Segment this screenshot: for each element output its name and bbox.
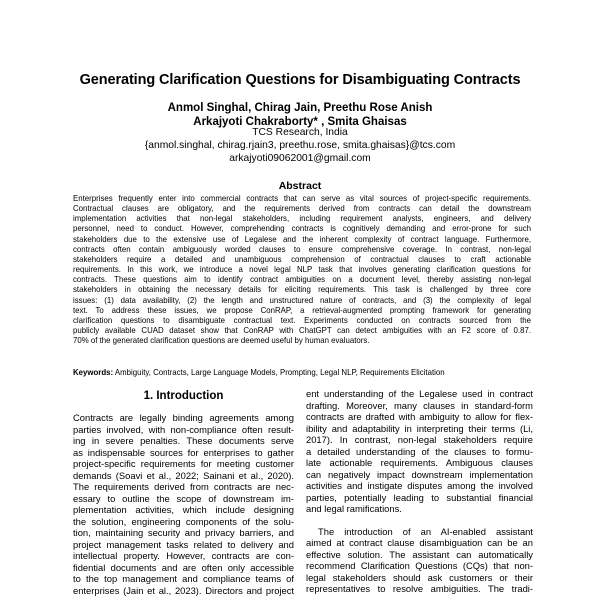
text-line: contracts are drafted with ambiguity to allow for flex- <box>306 411 533 422</box>
section-heading-introduction: 1. Introduction <box>143 390 224 402</box>
text-line: issues: (1) data availability, (2) the length and unstructured nature of contracts, and (3) the complexity of legal <box>73 295 531 305</box>
text-line: parties, potentially leading to substantial financial <box>306 491 533 503</box>
text-line: implementation activities that non-legal stakeholders, including requirement analysts, engineers, and delivery <box>73 214 531 224</box>
abstract-heading: Abstract <box>278 180 322 192</box>
text-line: parties involved, with non-compliance often result- <box>73 423 294 435</box>
abstract-body <box>73 194 531 346</box>
text-line: ibility and adaptability in interpreting their terms (Li, <box>306 422 533 434</box>
text-line: the solution, engineering components of the solu- <box>73 515 294 527</box>
text-line: to the top management and compliance teams of <box>73 573 294 584</box>
text-line: a detailed understanding of the clauses to formu- <box>306 445 533 457</box>
text-line: activities and instigate disputes among the involved <box>306 480 533 491</box>
intro-left-column <box>73 412 294 596</box>
text-line: stakeholders in obtaining the necessary details for eliciting requirements. This task is challenged by three core <box>73 285 531 295</box>
affiliation-block <box>40 126 560 166</box>
text-line: late actionable requirements. Ambiguous clauses <box>306 457 533 468</box>
text-line: The requirements derived from contracts are nec- <box>73 481 294 492</box>
text-line: as indispensable sources for enterprises to gather <box>73 446 294 458</box>
text-line: aimed at contract clause disambiguation can be an <box>306 537 533 548</box>
text-line: personnel, need to conduct. However, comprehending contracts is cognitively demanding and error-prone for such <box>73 224 531 234</box>
text-line: Contracts are legally binding agreements among <box>73 412 294 423</box>
text-line: project-specific requirements for meeting customer <box>73 458 294 469</box>
text-line: demands (Soavi et al., 2022; Sainani et al., 2020). <box>73 469 294 481</box>
text-line: tion, maintaining security and privacy barriers, and <box>73 527 294 538</box>
text-line: stakeholders due to the extensive use of Legalese and the inherent complexity of contract language. Furthermore, <box>73 234 531 244</box>
keywords-text: Ambiguity, Contracts, Large Language Models, Prompting, Legal NLP, Requirements Elicitation <box>113 368 445 377</box>
text-line: representatives to resolve ambiguities. The tradi- <box>306 583 533 594</box>
text-line: enterprises (Jain et al., 2023). Directors and project <box>73 584 294 596</box>
text-line: recommend Clarification Questions (CQs) that non- <box>306 560 533 571</box>
intro-right-column <box>306 388 533 595</box>
text-line: can negatively impact downstream implementation <box>306 468 533 480</box>
text-line: essary to outline the scope of downstream im- <box>73 492 294 504</box>
text-line: stakeholders require a detailed and unambiguous comprehension of contractual clauses to craft actionable <box>73 254 531 264</box>
keywords-line <box>73 368 533 377</box>
text-line: effective solution. The assistant can automatically <box>306 548 533 560</box>
text-line: contracts. These questions aim to identify contract ambiguities on a document level, thereby assisting non-legal <box>73 275 531 285</box>
text-line: and legal ramifications. <box>306 503 402 514</box>
text-line: drafting. Moreover, many clauses in standard-form <box>306 399 533 411</box>
emails-line-2: arkajyoti09062001@gmail.com <box>229 153 371 165</box>
text-line: ent understanding of the Legalese used in contract <box>306 388 533 399</box>
text-line: fidential documents and are often only accessible <box>73 561 294 573</box>
text-line: The introduction of an AI-enabled assistant <box>318 525 533 537</box>
authors-line-2: Arkajyoti Chakraborty* , Smita Ghaisas <box>193 116 407 128</box>
text-line: 2017). In contrast, non-legal stakeholders require <box>306 434 533 445</box>
text-line: ing in severe penalties. These documents serve <box>73 435 294 446</box>
author-list <box>40 101 560 129</box>
text-line: intellectual property. However, contracts are con- <box>73 550 294 561</box>
text-line: publicly available CUAD dataset show that ConRAP with ChatGPT can detect ambiguities with an F2 score of 0.87. <box>73 326 531 336</box>
emails-line-1: {anmol.singhal, chirag.rjain3, preethu.rose, smita.ghaisas}@tcs.com <box>144 140 456 152</box>
intro-paragraph-continued <box>306 388 533 515</box>
text-line: Enterprises frequently enter into commercial contracts that can serve as vital sources of project-specific requirements. <box>73 194 531 203</box>
text-line: Contractual clauses are obligatory, and the requirements derived from contracts can detail the downstream <box>73 204 531 214</box>
text-line: legal stakeholders should ask customers or their <box>306 571 533 583</box>
text-line: requirements. In this work, we introduce a novel legal NLP task that involves generating clarification questions for <box>73 265 531 275</box>
text-line: 70% of the generated clarification questions are deemed useful by human evaluators. <box>73 336 370 346</box>
text-line: plementation activities, which include designing <box>73 504 294 515</box>
text-line: clarification questions to disambiguate contractual text. Experiments conducted on contracts sourced from the <box>73 315 531 325</box>
text-line: contracts often contain ambiguously worded clauses to ensure comprehensive coverage. In contrast, non-legal <box>73 244 531 254</box>
affiliation: TCS Research, India <box>252 127 348 138</box>
text-line: project management tasks related to delivery and <box>73 538 294 550</box>
keywords-label: Keywords: <box>73 368 114 377</box>
paper-title: Generating Clarification Questions for Disambiguating Contracts <box>79 72 521 88</box>
authors-line-1: Anmol Singhal, Chirag Jain, Preethu Rose Anish <box>167 102 433 114</box>
intro-paragraph-2 <box>306 526 533 595</box>
text-line: text. To address these issues, we propose ConRAP, a retrieval-augmented prompting framework for generating <box>73 305 531 315</box>
